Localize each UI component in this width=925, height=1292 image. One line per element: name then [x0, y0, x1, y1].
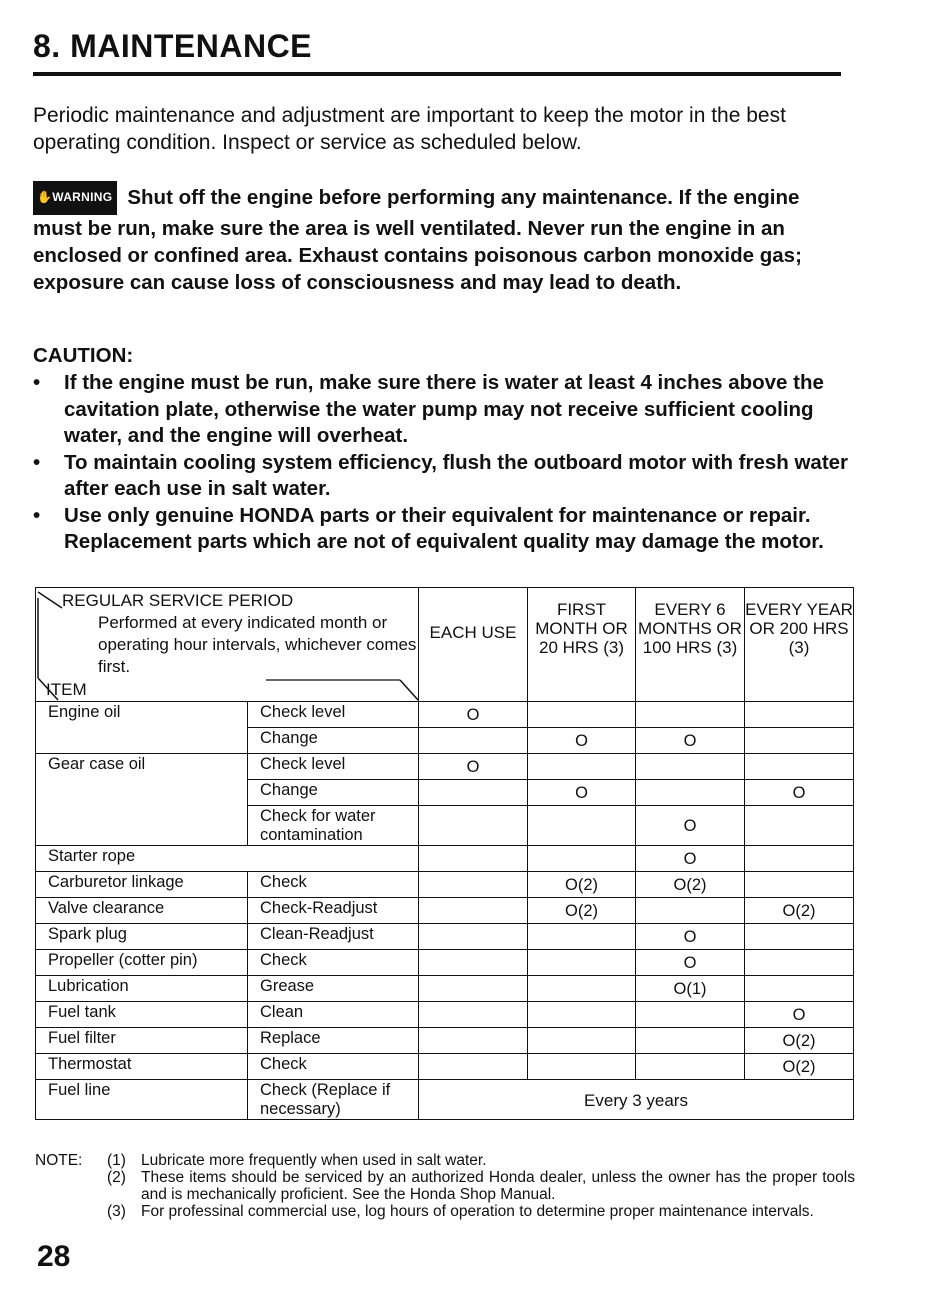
item-cell: Fuel filter: [36, 1028, 248, 1054]
action-cell: Check: [248, 950, 419, 976]
schedule-mark-cell: O(2): [528, 872, 636, 898]
item-cell: Carburetor linkage: [36, 872, 248, 898]
schedule-mark-cell: O(2): [528, 898, 636, 924]
schedule-mark-cell: [745, 806, 854, 846]
table-row: [36, 846, 854, 872]
table-row: [36, 1054, 854, 1080]
column-header-every-year: EVERY YEAR OR 200 HRS (3): [745, 588, 854, 702]
note-number: (3): [107, 1203, 126, 1220]
action-cell: Check: [248, 1054, 419, 1080]
schedule-mark-cell: O: [636, 806, 745, 846]
schedule-mark-cell: [636, 754, 745, 780]
schedule-mark-cell: [636, 1054, 745, 1080]
action-cell: [248, 846, 419, 872]
schedule-mark-cell: [528, 754, 636, 780]
item-cell: Fuel tank: [36, 1002, 248, 1028]
note-text: These items should be serviced by an authorized Honda dealer, unless the owner has the proper tools and is mechanically proficient. See the Honda Shop Manual.: [141, 1169, 855, 1203]
warning-block: [33, 181, 853, 296]
schedule-mark-cell: [528, 846, 636, 872]
action-cell: Check level: [248, 754, 419, 780]
schedule-mark-cell: O(2): [745, 1028, 854, 1054]
warning-badge-label: WARNING: [52, 190, 113, 204]
column-header-each-use: EACH USE: [419, 588, 528, 702]
schedule-mark-cell: [419, 806, 528, 846]
bullet-icon: •: [33, 371, 41, 394]
schedule-mark-cell: [745, 924, 854, 950]
schedule-mark-cell: [745, 846, 854, 872]
item-cell: Engine oil: [36, 702, 248, 728]
note-number: (1): [107, 1152, 126, 1169]
note-item: [35, 1169, 855, 1203]
schedule-mark-cell: O: [528, 728, 636, 754]
schedule-mark-cell: [419, 780, 528, 806]
item-cell: [36, 806, 248, 846]
caution-list: [33, 370, 853, 556]
schedule-mark-cell: [419, 924, 528, 950]
table-row: [36, 1002, 854, 1028]
table-row: [36, 950, 854, 976]
action-cell: Check for water contamination: [248, 806, 419, 846]
schedule-mark-cell: O(2): [745, 1054, 854, 1080]
table-row: [36, 976, 854, 1002]
action-cell: Clean-Readjust: [248, 924, 419, 950]
schedule-mark-cell: O(1): [636, 976, 745, 1002]
item-cell: [36, 780, 248, 806]
caution-item: • If the engine must be run, make sure there is water at least 4 inches above the cavitation plate, otherwise the water pump may not receive sufficient cooling water, and the engine will overheat.: [33, 371, 824, 447]
action-cell: Replace: [248, 1028, 419, 1054]
schedule-mark-cell: [528, 950, 636, 976]
title-underline: [33, 72, 841, 76]
schedule-mark-cell: [636, 1028, 745, 1054]
schedule-mark-cell: [528, 806, 636, 846]
schedule-mark-cell: [528, 1028, 636, 1054]
table-row: [36, 898, 854, 924]
schedule-mark-cell: O: [636, 728, 745, 754]
schedule-mark-cell: O: [636, 846, 745, 872]
table-header-row: [36, 588, 854, 702]
regular-service-period-label: REGULAR SERVICE PERIOD: [62, 591, 294, 610]
schedule-mark-cell: [419, 976, 528, 1002]
item-cell: Spark plug: [36, 924, 248, 950]
schedule-mark-cell: [528, 924, 636, 950]
item-cell: Propeller (cotter pin): [36, 950, 248, 976]
action-cell: Check level: [248, 702, 419, 728]
table-row: [36, 702, 854, 728]
action-cell: Clean: [248, 1002, 419, 1028]
hand-icon: ✋: [37, 190, 53, 204]
action-cell: Change: [248, 728, 419, 754]
warning-badge: [33, 181, 117, 215]
schedule-mark-cell: [528, 1054, 636, 1080]
table-row: [36, 872, 854, 898]
column-header-every-6-months: EVERY 6 MONTHS OR 100 HRS (3): [636, 588, 745, 702]
table-row: [36, 754, 854, 780]
schedule-mark-cell: [419, 1028, 528, 1054]
schedule-mark-cell: O: [528, 780, 636, 806]
header-corner-cell: [36, 588, 419, 702]
service-period-description: Performed at every indicated month or operating hour intervals, whichever comes first.: [98, 613, 417, 676]
schedule-mark-cell: [528, 702, 636, 728]
action-cell: Change: [248, 780, 419, 806]
schedule-mark-cell: O: [745, 1002, 854, 1028]
schedule-mark-cell: [745, 754, 854, 780]
warning-text: Shut off the engine before performing any maintenance. If the engine must be run, make sure the area is well ventilated. Never run the engine in an enclosed or confined area. Exhaust contains poisonous carbon monoxide gas; exposure can cause loss of consciousness and may lead to death.: [33, 186, 802, 294]
note-item: [35, 1203, 855, 1220]
item-cell: Valve clearance: [36, 898, 248, 924]
schedule-mark-cell: [419, 1002, 528, 1028]
schedule-mark-cell: [419, 950, 528, 976]
item-column-label: ITEM: [46, 680, 87, 699]
fuel-line-interval-cell: Every 3 years: [419, 1080, 854, 1120]
caution-heading: CAUTION:: [33, 344, 134, 367]
maintenance-schedule-table: [35, 587, 854, 1120]
schedule-mark-cell: [419, 898, 528, 924]
action-cell: Check: [248, 872, 419, 898]
schedule-mark-cell: [636, 898, 745, 924]
schedule-mark-cell: [745, 872, 854, 898]
item-cell: Lubrication: [36, 976, 248, 1002]
schedule-mark-cell: [745, 950, 854, 976]
action-cell: Check (Replace if necessary): [248, 1080, 419, 1120]
schedule-mark-cell: [745, 702, 854, 728]
schedule-mark-cell: O(2): [745, 898, 854, 924]
schedule-mark-cell: [419, 1054, 528, 1080]
schedule-mark-cell: [419, 872, 528, 898]
schedule-mark-cell: O: [419, 702, 528, 728]
bullet-icon: •: [33, 503, 41, 527]
schedule-mark-cell: O: [419, 754, 528, 780]
table-row: [36, 1028, 854, 1054]
section-title: 8. MAINTENANCE: [33, 28, 313, 64]
table-row-fuel-line: [36, 1080, 854, 1120]
column-header-first-month: FIRST MONTH OR 20 HRS (3): [528, 588, 636, 702]
note-number: (2): [107, 1169, 126, 1186]
schedule-mark-cell: [419, 846, 528, 872]
schedule-mark-cell: [745, 728, 854, 754]
note-text: For professinal commercial use, log hours of operation to determine proper maintenance intervals.: [141, 1203, 814, 1220]
note-item: [35, 1152, 855, 1169]
action-cell: Grease: [248, 976, 419, 1002]
item-cell: Gear case oil: [36, 754, 248, 780]
item-cell: Starter rope: [36, 846, 248, 872]
schedule-mark-cell: [528, 1002, 636, 1028]
schedule-mark-cell: [636, 702, 745, 728]
schedule-mark-cell: [636, 1002, 745, 1028]
page-number: 28: [37, 1240, 71, 1273]
schedule-mark-cell: O: [745, 780, 854, 806]
item-cell: [36, 728, 248, 754]
schedule-mark-cell: [528, 976, 636, 1002]
schedule-mark-cell: [636, 780, 745, 806]
notes-section: [35, 1152, 855, 1220]
table-row: [36, 924, 854, 950]
schedule-mark-cell: [745, 976, 854, 1002]
bullet-icon: •: [33, 450, 41, 474]
caution-item: • To maintain cooling system efficiency, flush the outboard motor with fresh water after each use in salt water.: [33, 450, 849, 500]
schedule-mark-cell: O: [636, 924, 745, 950]
note-text: Lubricate more frequently when used in salt water.: [141, 1152, 487, 1169]
intro-paragraph: Periodic maintenance and adjustment are important to keep the motor in the best operating condition. Inspect or service as scheduled below.: [33, 104, 786, 154]
schedule-mark-cell: O: [636, 950, 745, 976]
note-label: NOTE:: [35, 1152, 83, 1169]
action-cell: Check-Readjust: [248, 898, 419, 924]
item-cell: Fuel line: [36, 1080, 248, 1120]
schedule-mark-cell: O(2): [636, 872, 745, 898]
item-cell: Thermostat: [36, 1054, 248, 1080]
table-row: [36, 780, 854, 806]
table-row: [36, 806, 854, 846]
table-row: [36, 728, 854, 754]
schedule-mark-cell: [419, 728, 528, 754]
caution-item: • Use only genuine HONDA parts or their equivalent for maintenance or repair. Replacement parts which are not of equivalent quality may damage the motor.: [33, 503, 824, 553]
